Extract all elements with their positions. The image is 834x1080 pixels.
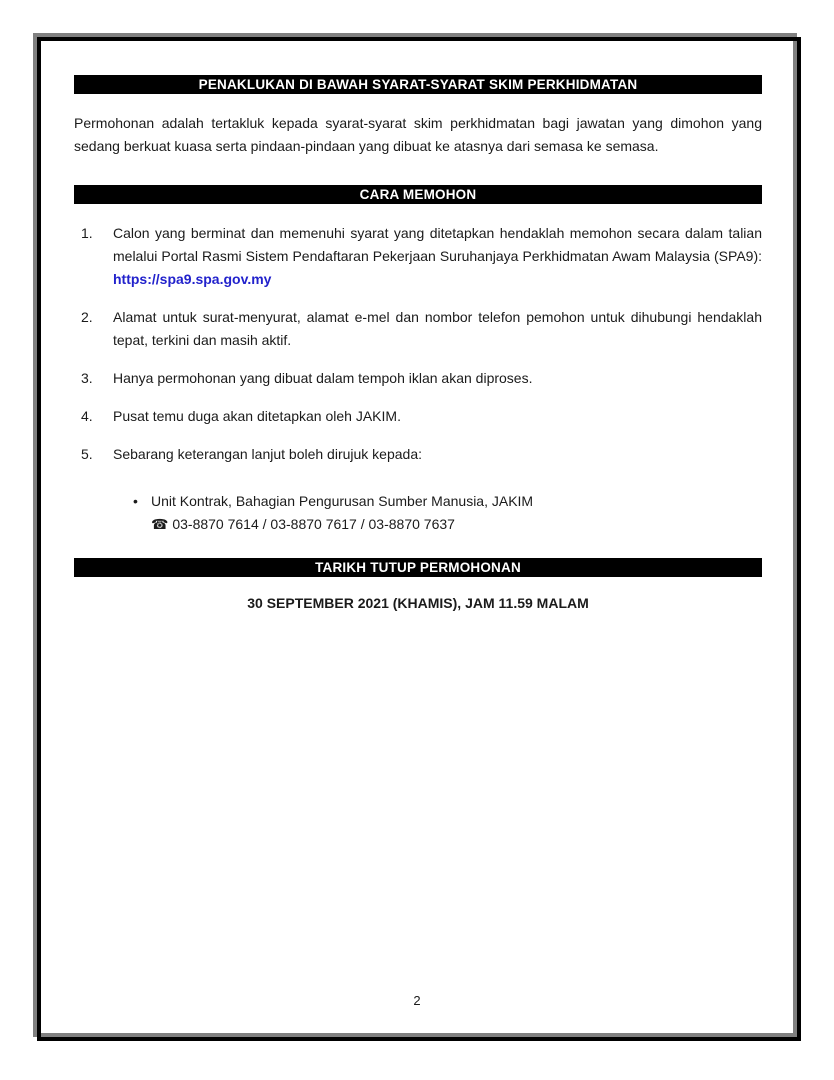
list-item-3-text: Hanya permohonan yang dibuat dalam tempoh iklan akan diproses. (113, 370, 533, 386)
contact-bullet (113, 490, 762, 537)
bullet-icon: • (133, 493, 138, 509)
list-item-2-text: Alamat untuk surat-menyurat, alamat e-mel dan nombor telefon pemohon untuk dihubungi hendaklah tepat, terkini dan masih aktif. (113, 309, 762, 348)
contact-unit-line: Unit Kontrak, Bahagian Pengurusan Sumber Manusia, JAKIM (151, 493, 534, 509)
section-header-penaklukan-title: PENAKLUKAN DI BAWAH SYARAT-SYARAT SKIM PERKHIDMATAN (198, 77, 638, 92)
section-header-cara-memohon-title: CARA MEMOHON (359, 187, 477, 202)
list-item-5-text (113, 443, 762, 537)
page-border-frame (37, 37, 801, 1041)
section-header-cara-memohon (74, 185, 762, 204)
deadline-date: 30 SEPTEMBER 2021 (KHAMIS), JAM 11.59 MALAM (247, 595, 589, 611)
list-item-4-text: Pusat temu duga akan ditetapkan oleh JAKIM. (113, 408, 401, 424)
section-header-penaklukan (74, 75, 762, 94)
list-item-5-body: Sebarang keterangan lanjut boleh dirujuk kepada: (113, 446, 423, 462)
section-header-tarikh-tutup (74, 558, 762, 577)
contact-details (151, 490, 762, 537)
list-item-1-text (113, 222, 762, 291)
cara-memohon-list (74, 222, 762, 537)
phone-icon: ☎ (151, 517, 169, 533)
list-item-3-number: 3. (81, 370, 93, 386)
list-item-4-number: 4. (81, 408, 93, 424)
list-item-3 (74, 367, 762, 390)
list-item-2-number: 2. (81, 309, 93, 325)
list-item-5-number: 5. (81, 446, 93, 462)
page-content (41, 41, 797, 615)
list-item-4 (74, 405, 762, 428)
penaklukan-paragraph: Permohonan adalah tertakluk kepada syarat-syarat skim perkhidmatan bagi jawatan yang dimohon yang sedang berkuat kuasa serta pindaan-pindaan yang dibuat ke atasnya dari semasa ke semasa. (74, 115, 762, 154)
list-item-1 (74, 222, 762, 291)
contact-phone-line (151, 513, 762, 537)
list-item-2 (74, 306, 762, 352)
spa9-portal-link[interactable]: https://spa9.spa.gov.my (113, 271, 272, 287)
list-item-1-number: 1. (81, 225, 93, 241)
contact-phone-numbers: 03-8870 7614 / 03-8870 7617 / 03-8870 7637 (172, 516, 455, 532)
list-item-5 (74, 443, 762, 537)
list-item-1-body: Calon yang berminat dan memenuhi syarat yang ditetapkan hendaklah memohon secara dalam talian melalui Portal Rasmi Sistem Pendaftaran Pekerjaan Suruhanjaya Perkhidmatan Awam Malaysia (SPA9): (113, 225, 762, 264)
section-header-tarikh-tutup-title: TARIKH TUTUP PERMOHONAN (315, 560, 521, 575)
page-number: 2 (413, 993, 421, 1008)
